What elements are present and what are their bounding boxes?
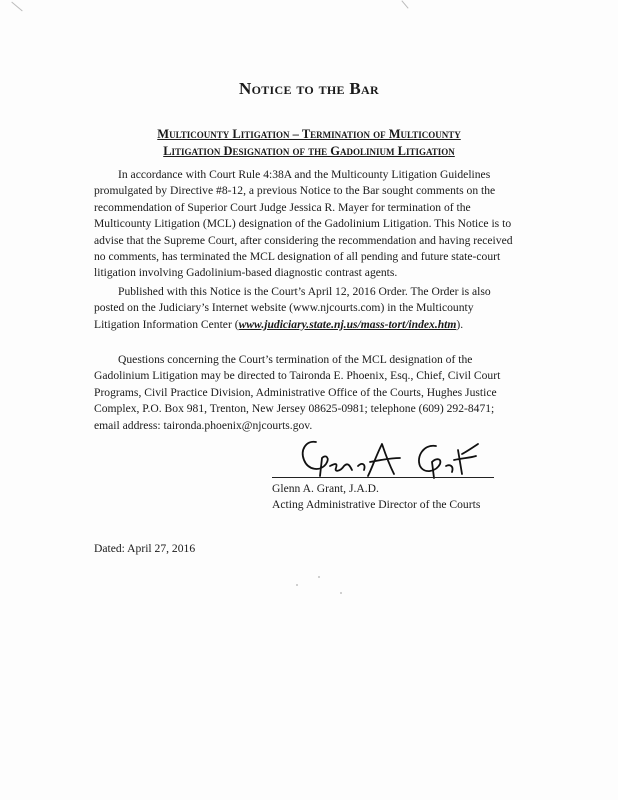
handwritten-signature — [286, 436, 486, 482]
subtitle-line-1: Multicounty Litigation – Termination of Multicounty — [157, 127, 461, 141]
paragraph-contact-questions: Questions concerning the Court’s termination of the MCL designation of the Gadolinium Litigation may be directed to Taironda E. Phoenix, Esq., Chief, Civil Court Programs, Civil Practice Division, Administrative Office of the Courts, Hughes Justice Complex, P.O. Box 981, Trenton, New Jersey 08625-0981; telephone (609) 292-8471; email address: taironda.phoenix@njcourts.gov. — [94, 353, 501, 432]
scan-artifact-left — [11, 2, 22, 12]
dated-line: Dated: April 27, 2016 — [94, 542, 196, 555]
paragraph2-text: Published with this Notice is the Court’s April 12, 2016 Order. The Order is also posted on the Judiciary’s Internet website (www.njcourts.com) in the Multicounty Litigation Information Center ( — [94, 285, 491, 331]
notice-title: Notice to the Bar — [239, 79, 379, 98]
paragraph-order-publication — [94, 284, 518, 333]
scan-speck-1 — [318, 576, 320, 578]
scan-speck-3 — [340, 592, 342, 594]
signer-name: Glenn A. Grant, J.A.D. — [272, 482, 379, 495]
scan-artifact-right — [401, 0, 408, 8]
mass-tort-link[interactable]: www.judiciary.state.nj.us/mass-tort/index.htm — [238, 317, 457, 331]
subtitle-line-2: Litigation Designation of the Gadolinium Litigation — [163, 144, 455, 158]
paragraph-rule-background: In accordance with Court Rule 4:38A and the Multicounty Litigation Guidelines promulgated by Directive #8-12, a previous Notice to the Bar sought comments on the recommendation of Superior Court Judge Jessica R. Mayer for termination of the Multicounty Litigation (MCL) designation of the Gadolinium Litigation. This Notice is to advise that the Supreme Court, after considering the recommendation and having received no comments, has terminated the MCL designation of all pending and future state-court litigation involving Gadolinium-based diagnostic contrast agents. — [94, 168, 513, 280]
signature-line — [272, 477, 494, 478]
notice-subtitle — [100, 126, 518, 160]
signer-title: Acting Administrative Director of the Courts — [272, 498, 481, 511]
paragraph2-end: ). — [456, 317, 464, 331]
scan-speck-2 — [296, 584, 298, 586]
